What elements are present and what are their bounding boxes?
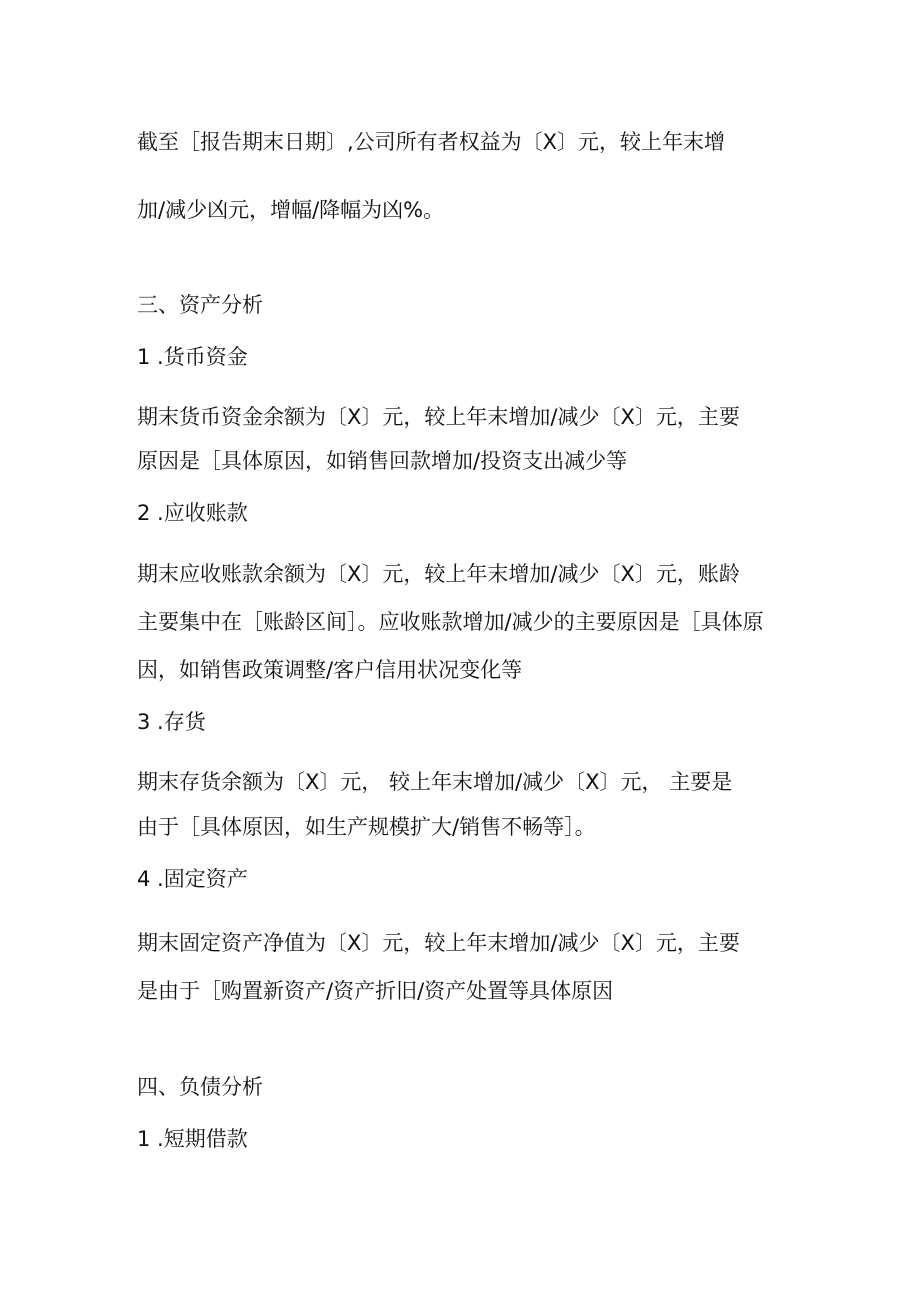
item-inventory-line-1: 期末存货余额为〔X〕元， 较上年末增加/减少〔X〕元， 主要是	[137, 770, 733, 794]
item-receivables-line-1: 期末应收账款余额为〔X〕元，较上年末增加/减少〔X〕元，账龄	[137, 562, 740, 586]
item-inventory-line-2: 由于［具体原因，如生产规模扩大/销售不畅等］。	[137, 815, 596, 839]
item-inventory-title: 3 .存货	[137, 710, 206, 734]
item-fixed-assets-title: 4 .固定资产	[137, 867, 248, 891]
item-fixed-assets-line-1: 期末固定资产净值为〔X〕元，较上年末增加/减少〔X〕元，主要	[137, 931, 740, 955]
item-cash-line-1: 期末货币资金余额为〔X〕元，较上年末增加/减少〔X〕元，主要	[137, 405, 740, 429]
item-short-term-loans-title: 1 .短期借款	[137, 1127, 248, 1151]
equity-paragraph-line-1: 截至［报告期末日期〕,公司所有者权益为〔X〕元，较上年末增	[137, 130, 726, 154]
item-cash-title: 1 .货币资金	[137, 345, 248, 369]
section-4-heading: 四、负债分析	[137, 1075, 263, 1099]
item-receivables-title: 2 .应收账款	[137, 501, 248, 525]
section-3-heading: 三、资产分析	[137, 293, 263, 317]
equity-paragraph-line-2: 加/减少凶元，增幅/降幅为凶%。	[137, 198, 445, 222]
item-fixed-assets-line-2: 是由于［购置新资产/资产折旧/资产处置等具体原因	[137, 979, 614, 1003]
item-receivables-line-2: 主要集中在［账龄区间］。应收账款增加/减少的主要原因是［具体原	[137, 610, 764, 634]
item-receivables-line-3: 因，如销售政策调整/客户信用状况变化等	[137, 658, 523, 682]
item-cash-line-2: 原因是［具体原因，如销售回款增加/投资支出减少等	[137, 449, 628, 473]
